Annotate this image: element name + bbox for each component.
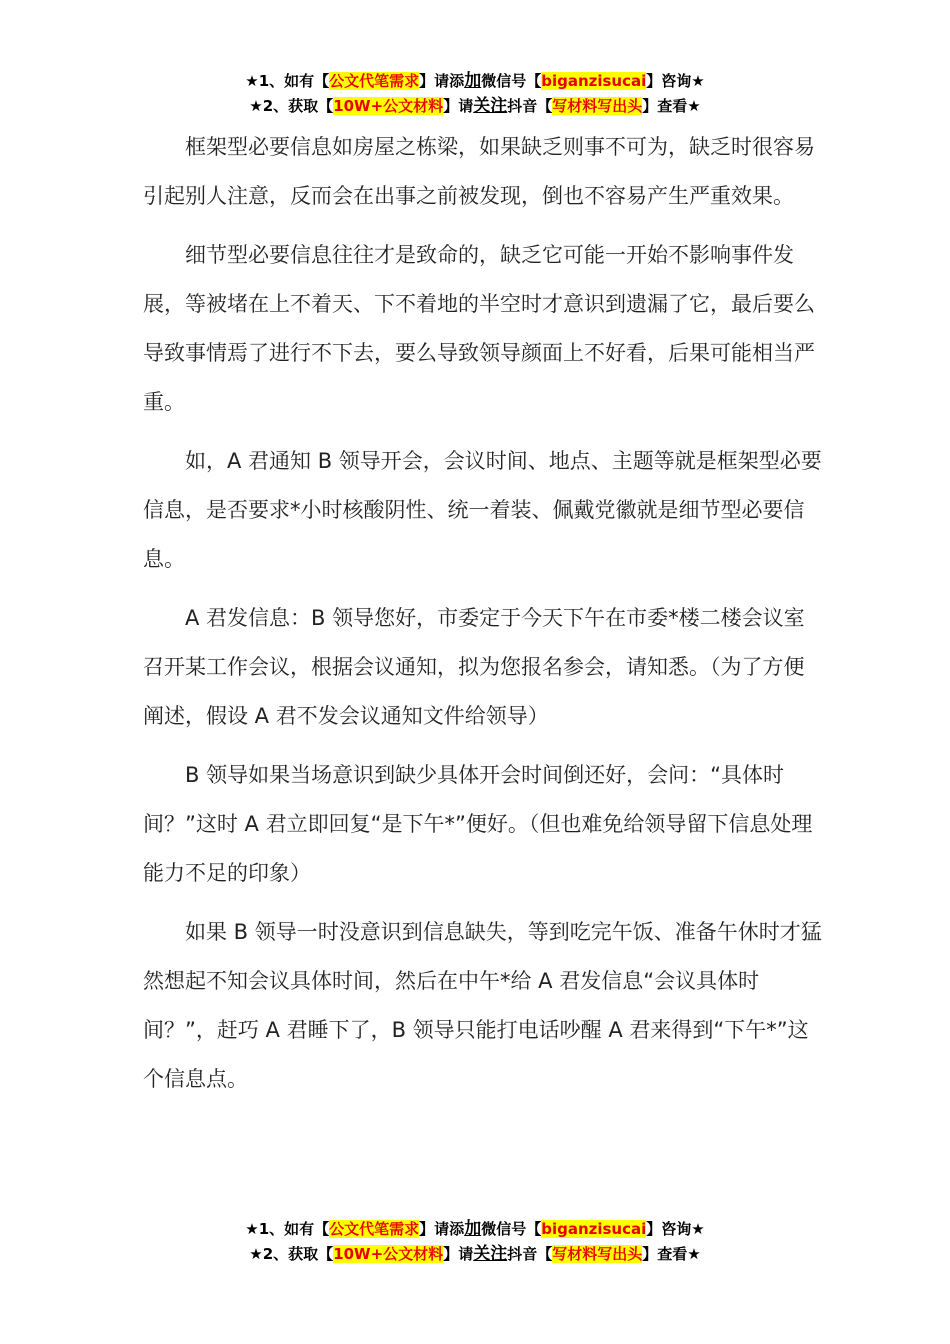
promo-line-2-mid: 】请 [443, 97, 474, 115]
promo-line-1-mid: 】请添 [419, 72, 465, 90]
promo-line-2-emphasis: 关注 [473, 96, 508, 116]
promo-line-1-emphasis: 加 [464, 71, 482, 91]
promo-line-1 [0, 1217, 950, 1242]
paragraph-detail-info: 细节型必要信息往往才是致命的，缺乏它可能一开始不影响事件发展，等被堵在上不着天、下不着地的半空时才意识到遗漏了它，最后要么导致事情焉了进行不下去，要么导致领导颜面上不好看，后果可能相当严重。 [143, 243, 815, 414]
promo-line-1-suffix: 】咨询★ [646, 72, 705, 90]
promo-highlight-service: 公文代笔需求 [329, 72, 420, 90]
promo-line-2 [0, 1242, 950, 1267]
document-body [143, 123, 823, 1114]
promo-line-1-suffix: 】咨询★ [646, 1220, 705, 1238]
promo-line-2-suffix: 】查看★ [642, 97, 701, 115]
promo-banner-bottom [0, 1217, 950, 1267]
promo-line-1-prefix: ★1、如有【 [245, 72, 330, 90]
promo-line-2-prefix: ★2、获取【 [249, 97, 334, 115]
promo-line-1 [0, 69, 950, 94]
promo-line-1-mid2: 微信号【 [481, 1220, 542, 1238]
promo-line-2-mid2: 抖音【 [507, 1245, 553, 1263]
paragraph-immediate-reply: B 领导如果当场意识到缺少具体开会时间倒还好，会问：“具体时间？”这时 A 君立即回复“是下午*”便好。（但也难免给领导留下信息处理能力不足的印象） [143, 763, 813, 885]
promo-highlight-douyin: 写材料写出头 [552, 97, 643, 115]
paragraph-delayed-reply: 如果 B 领导一时没意识到信息缺失，等到吃完午饭、准备午休时才猛然想起不知会议具体时间，然后在中午*给 A 君发信息“会议具体时间？”，赶巧 A 君睡下了，B 领导只能打电话吵醒 A 君来得到“下午*”这个信息点。 [143, 920, 822, 1091]
promo-highlight-wechat-id: biganzisucai [541, 72, 647, 90]
paragraph-message: A 君发信息：B 领导您好，市委定于今天下午在市委*楼二楼会议室召开某工作会议，根据会议通知，拟为您报名参会，请知悉。（为了方便阐述，假设 A 君不发会议通知文件给领导） [143, 606, 805, 728]
promo-highlight-douyin: 写材料写出头 [552, 1245, 643, 1263]
promo-banner-top [0, 69, 950, 119]
promo-line-1-prefix: ★1、如有【 [245, 1220, 330, 1238]
promo-highlight-materials: 10W+公文材料 [333, 97, 444, 115]
promo-highlight-materials: 10W+公文材料 [333, 1245, 444, 1263]
paragraph-example: 如，A 君通知 B 领导开会，会议时间、地点、主题等就是框架型必要信息，是否要求*小时核酸阴性、统一着装、佩戴党徽就是细节型必要信息。 [143, 449, 822, 571]
promo-line-2 [0, 94, 950, 119]
promo-line-2-suffix: 】查看★ [642, 1245, 701, 1263]
promo-line-2-mid2: 抖音【 [507, 97, 553, 115]
promo-highlight-wechat-id: biganzisucai [541, 1220, 647, 1238]
promo-highlight-service: 公文代笔需求 [329, 1220, 420, 1238]
promo-line-2-emphasis: 关注 [473, 1244, 508, 1264]
promo-line-1-emphasis: 加 [464, 1219, 482, 1239]
promo-line-1-mid: 】请添 [419, 1220, 465, 1238]
paragraph-framework-info: 框架型必要信息如房屋之栋梁，如果缺乏则事不可为，缺乏时很容易引起别人注意，反而会在出事之前被发现，倒也不容易产生严重效果。 [143, 135, 815, 208]
promo-line-2-prefix: ★2、获取【 [249, 1245, 334, 1263]
promo-line-2-mid: 】请 [443, 1245, 474, 1263]
promo-line-1-mid2: 微信号【 [481, 72, 542, 90]
